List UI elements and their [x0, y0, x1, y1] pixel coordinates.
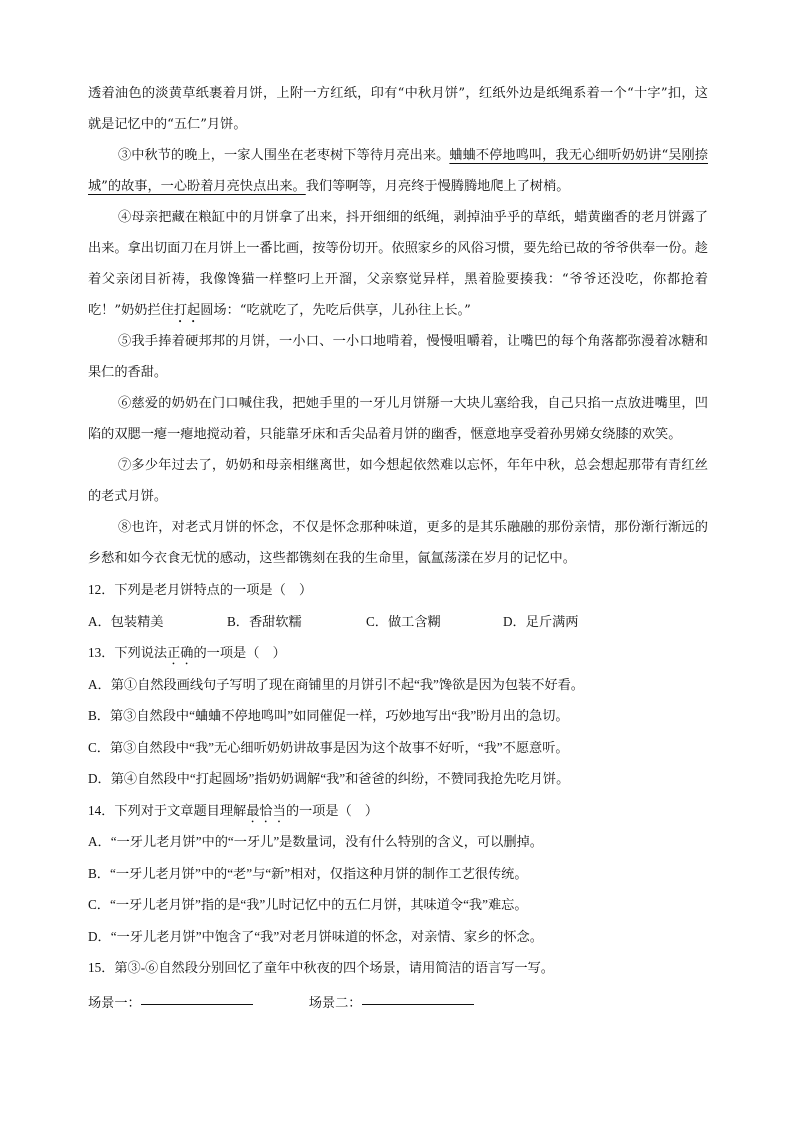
- question-14-stem: [88, 795, 708, 827]
- q13-stem-emphasis: 正确: [167, 645, 194, 660]
- question-15-stem: 15．第③-⑥自然段分别回忆了童年中秋夜的四个场景，请用简洁的语言写一写。: [88, 960, 554, 975]
- q12-option-a[interactable]: A．包装精美: [88, 613, 164, 629]
- q12-option-b[interactable]: B．香甜软糯: [227, 613, 302, 629]
- p3-underlined-sentence: 蛐蛐不停地鸣叫，我无心细听奶奶讲“吴刚捺城”的故事，一心盼着月亮快点出来。: [88, 148, 708, 194]
- q15-answer-row: [88, 986, 708, 1020]
- p4-emphasis: 打起: [173, 303, 201, 318]
- passage-paragraph-7: ⑦多少年过去了，奶奶和母亲相继离世，如今想起依然难以忘怀，年年中秋，总会想起那带有青红丝的老式月饼。: [88, 458, 708, 504]
- passage-paragraph-6: ⑥慈爱的奶奶在门口喊住我，把她手里的一牙儿月饼掰一大块儿塞给我，自己只掐一点放进嘴里，凹陷的双腮一瘪一瘪地搅动着，只能靠牙床和舌尖品着月饼的幽香，惬意地享受着孙男娣女绕膝的欢笑。: [88, 396, 708, 442]
- q13-stem-text-end: 的一项是（ ）: [193, 645, 286, 660]
- question-13-stem: [88, 637, 708, 669]
- passage-paragraph-3: [88, 140, 708, 202]
- q14-stem-emphasis: 最恰当: [246, 802, 286, 818]
- q12-option-d[interactable]: D．足斤满两: [503, 613, 579, 629]
- p4-text-end: 圆场：“吃就吃了，先吃后供享，儿孙往上长。”: [200, 303, 471, 318]
- scene-1-label: 场景一：: [88, 994, 141, 1010]
- q14-stem-text-end: 的一项是（ ）: [285, 802, 379, 818]
- passage-paragraph-5: ⑤我手捧着硬邦邦的月饼，一小口、一小口地啃着，慢慢咀嚼着，让嘴巴的每个角落都弥漫着冰糖和果仁的香甜。: [88, 334, 708, 380]
- q13-stem-text: 13．下列说法: [88, 645, 168, 660]
- q14-option-d[interactable]: D．“一牙儿老月饼”中饱含了“我”对老月饼味道的怀念，对亲情、家乡的怀念。: [88, 928, 543, 944]
- question-12-stem: 12．下列是老月饼特点的一项是（ ）: [88, 582, 313, 597]
- q13-option-c[interactable]: C．第③自然段中“我”无心细听奶奶讲故事是因为这个故事不好听，“我”不愿意听。: [88, 739, 569, 755]
- p3-text-end: 我们等啊等，月亮终于慢腾腾地爬上了树梢。: [305, 179, 570, 194]
- scene-2-blank[interactable]: [362, 986, 474, 1005]
- scene-1-blank[interactable]: [141, 986, 253, 1005]
- q14-stem-text: 14．下列对于文章题目理解: [88, 802, 247, 818]
- q13-option-d[interactable]: D．第④自然段中“打起圆场”指奶奶调解“我”和爸爸的纠纷，不赞同我抢先吃月饼。: [88, 771, 570, 786]
- q14-option-c[interactable]: C．“一牙儿老月饼”指的是“我”儿时记忆中的五仁月饼，其味道令“我”难忘。: [88, 897, 528, 912]
- question-12-options: [88, 606, 708, 638]
- passage-paragraph-4: [88, 202, 708, 326]
- passage-paragraph-continued: 透着油色的淡黄草纸裹着月饼，上附一方红纸，印有“中秋月饼”，红纸外边是纸绳系着一个“十字”扣，这就是记忆中的“五仁”月饼。: [88, 86, 708, 132]
- p3-text: ③中秋节的晚上，一家人围坐在老枣树下等待月亮出来。: [118, 148, 450, 163]
- q14-option-b[interactable]: B．“一牙儿老月饼”中的“老”与“新”相对，仅指这种月饼的制作工艺很传统。: [88, 865, 528, 881]
- q13-option-a[interactable]: A．第①自然段画线句子写明了现在商铺里的月饼引不起“我”馋欲是因为包装不好看。: [88, 676, 584, 692]
- q14-option-a[interactable]: A．“一牙儿老月饼”中的“一牙儿”是数量词，没有什么特别的含义，可以删掉。: [88, 834, 543, 849]
- q13-option-b[interactable]: B．第③自然段中“蛐蛐不停地鸣叫”如同催促一样，巧妙地写出“我”盼月出的急切。: [88, 708, 569, 723]
- scene-2-label: 场景二：: [308, 994, 362, 1010]
- p4-text: ④母亲把藏在粮缸中的月饼拿了出来，抖开细细的纸绳，剥掉油乎乎的草纸，蜡黄幽香的老月饼露了出来。拿出切面刀在月饼上一番比画，按等份切开。依照家乡的风俗习惯，要先给已故的爷爷供奉一份。趁着父亲闭目祈祷，我像馋猫一样整叼上开溜，父亲察觉异样，黑着脸要揍我：“爷爷还没吃，你都抢着吃！”奶奶拦住: [88, 210, 708, 318]
- passage-paragraph-8: ⑧也许，对老式月饼的怀念，不仅是怀念那种味道，更多的是其乐融融的那份亲情，那份渐行渐远的乡愁和如今衣食无忧的感动，这些都镌刻在我的生命里，氤氲荡漾在岁月的记忆中。: [88, 520, 708, 566]
- q12-option-c[interactable]: C．做工含糊: [366, 613, 441, 629]
